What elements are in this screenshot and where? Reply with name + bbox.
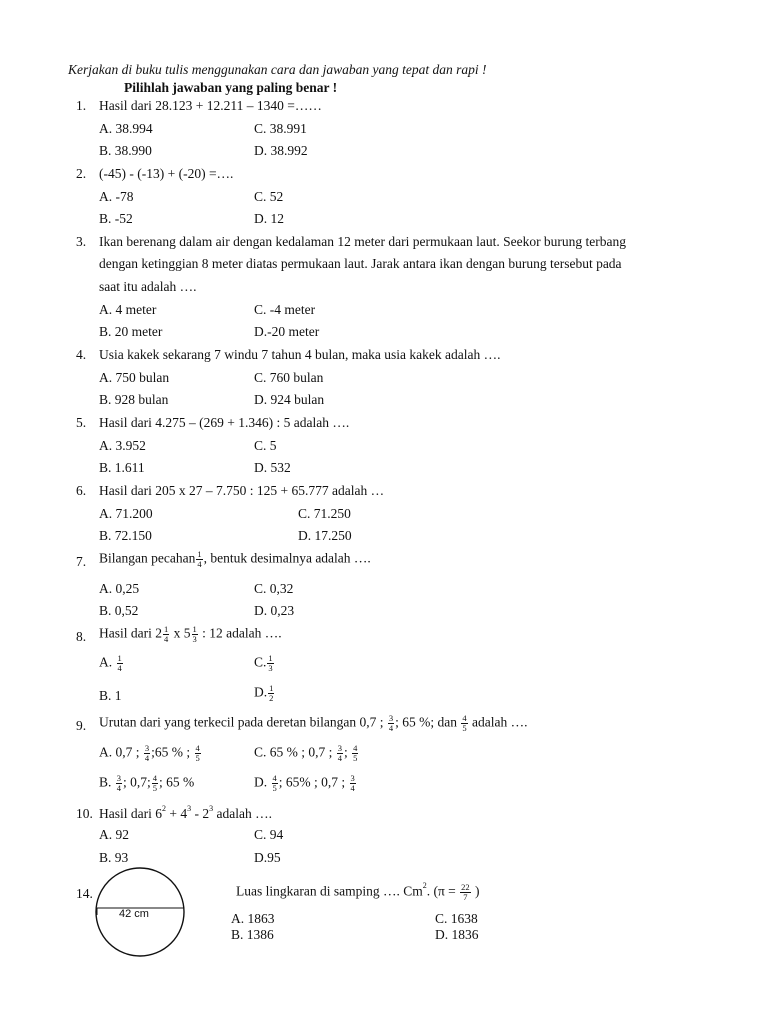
denominator: 5 [353,753,358,763]
question-text-line-2: dengan ketinggian 8 meter diatas permukaan laut. Jarak antara ikan dengan burung tersebut pada [99,256,622,271]
option-b: B. -52 [99,211,133,226]
instruction-text: Kerjakan di buku tulis menggunakan cara dan jawaban yang tepat dan rapi ! [68,62,487,77]
exponent: 2 [162,804,166,813]
option-c: C. 1638 [435,911,478,926]
numerator: 4 [353,743,358,753]
option-c: C. -4 meter [254,302,316,317]
numerator: 4 [195,743,200,753]
option-d: D. 38.992 [254,143,308,158]
numerator: 4 [272,773,277,783]
question-text: Hasil dari 205 x 27 – 7.750 : 125 + 65.777 adalah … [99,483,385,498]
option-c [254,654,275,673]
question-text-pre: Luas lingkaran di samping …. Cm [236,883,423,899]
fraction-twenty-two-sevenths [460,883,471,902]
question-text-post: adalah …. [213,806,272,821]
subinstruction-text: Pilihlah jawaban yang paling benar ! [124,80,338,95]
option-text-mid: ;65 % ; [151,744,191,760]
option-text-mid: ; [344,744,348,760]
numerator: 3 [116,773,122,783]
option-d: D.95 [254,850,281,865]
denominator: 4 [337,753,343,763]
denominator: 7 [463,892,468,902]
diameter-label: 42 cm [119,908,149,920]
option-b: B. 72.150 [99,528,152,543]
fraction-three-quarters [350,774,356,793]
question-text-post: adalah …. [468,714,528,730]
numerator: 4 [462,713,467,723]
question-number: 14. [76,886,93,901]
option-a [99,744,202,763]
fraction-four-fifths [352,744,358,763]
option-text-pre: C. 65 % ; 0,7 ; [254,744,333,760]
question-text-pre: Hasil dari 6 [99,806,162,821]
question-text-line-3: saat itu adalah …. [99,279,197,294]
option-a: A. 38.994 [99,121,153,136]
denominator: 3 [268,663,273,673]
option-letter: D. [254,684,268,700]
numerator: 1 [269,683,274,693]
fraction-one-quarter [163,625,169,644]
numerator: 1 [268,653,273,663]
fraction-three-quarters [388,714,394,733]
question-text-part: + 4 [166,806,188,821]
exponent: 2 [422,881,427,890]
question-text: Usia kakek sekarang 7 windu 7 tahun 4 bulan, maka usia kakek adalah …. [99,347,501,362]
denominator: 3 [192,634,197,644]
numerator: 22 [461,882,470,892]
question-text-mid: ; 65 %; dan [395,714,458,730]
option-d [254,774,357,793]
denominator: 4 [350,783,355,793]
fraction-three-quarters [116,774,122,793]
denominator: 5 [195,753,200,763]
fraction-four-fifths [461,714,467,733]
question-number: 6. [76,483,87,498]
question-text-mid: x 5 [170,625,191,641]
option-text-mid: ; 0,7; [123,774,151,790]
question-text-pre: Urutan dari yang terkecil pada deretan bilangan 0,7 ; [99,714,384,730]
option-a [99,654,124,673]
option-d: D. 1836 [435,927,479,942]
option-c: C. 38.991 [254,121,307,136]
fraction-four-fifths [272,774,278,793]
question-number: 8. [76,629,87,644]
denominator: 4 [197,559,202,569]
question-text-post: : 12 adalah …. [198,625,282,641]
question-number: 9. [76,718,87,733]
exponent: 3 [187,804,192,813]
option-letter: D. [254,774,268,790]
option-b: B. 1 [99,688,122,703]
option-letter: A. [99,654,113,670]
option-text-post: ; 65 % [159,774,195,790]
option-d: D. 924 bulan [254,392,325,407]
option-b: B. 20 meter [99,324,163,339]
numerator: 3 [337,743,343,753]
question-text-line-1: Ikan berenang dalam air dengan kedalaman 12 meter dari permukaan laut. Seekor burung terbang [99,234,627,249]
option-text-pre: A. 0,7 ; [99,744,140,760]
denominator: 4 [388,723,394,733]
denominator: 5 [272,783,277,793]
exponent: 3 [209,804,214,813]
option-b: B. 1386 [231,927,274,942]
question-text-pre: Hasil dari 2 [99,625,162,641]
option-c: C. 5 [254,438,277,453]
option-c: C. 71.250 [298,506,351,521]
option-b: B. 0,52 [99,603,139,618]
question-text: Hasil dari 28.123 + 12.211 – 1340 =…… [99,98,322,113]
question-text [99,550,371,569]
fraction-one-quarter [196,550,202,569]
fraction-three-quarters [144,744,150,763]
option-d: D. 532 [254,460,291,475]
question-number: 2. [76,166,87,181]
option-a: A. 1863 [231,911,275,926]
numerator: 1 [117,653,122,663]
option-a: A. 3.952 [99,438,146,453]
question-text-pre: Bilangan pecahan [99,550,196,566]
question-text-close: ) [475,883,480,899]
option-a: A. 750 bulan [99,370,170,385]
denominator: 4 [164,634,169,644]
option-a: A. 92 [99,827,129,842]
option-b: B. 928 bulan [99,392,169,407]
numerator: 1 [164,624,169,634]
numerator: 3 [350,773,355,783]
fraction-one-third [192,625,198,644]
fraction-four-fifths [195,744,201,763]
option-d: D. 12 [254,211,284,226]
question-text [99,625,282,644]
question-text [99,714,528,733]
numerator: 4 [152,773,158,783]
question-text: (-45) - (-13) + (-20) =…. [99,166,234,181]
question-number: 3. [76,234,87,249]
option-d: D.-20 meter [254,324,320,339]
option-a: A. 71.200 [99,506,153,521]
question-number: 4. [76,347,87,362]
fraction-one-third [267,654,273,673]
option-c [254,744,359,763]
numerator: 1 [197,549,202,559]
numerator: 3 [388,713,394,723]
option-a: A. 4 meter [99,302,157,317]
denominator: 2 [269,693,274,703]
option-letter: C. [254,654,267,670]
option-d: D. 0,23 [254,603,295,618]
numerator: 3 [144,743,150,753]
question-number: 5. [76,415,87,430]
option-c: C. 0,32 [254,581,294,596]
question-text-part: - 2 [191,806,210,821]
option-c: C. 52 [254,189,284,204]
option-letter: B. [99,774,112,790]
fraction-one-quarter [117,654,123,673]
option-c: C. 760 bulan [254,370,324,385]
question-text: Hasil dari 4.275 – (269 + 1.346) : 5 adalah …. [99,415,350,430]
question-text-tail: . (π = [426,883,456,899]
option-text-mid: ; 65% ; 0,7 ; [278,774,346,790]
denominator: 5 [462,723,467,733]
option-c: C. 94 [254,827,284,842]
option-d: D. 17.250 [298,528,352,543]
option-a: A. -78 [99,189,134,204]
option-a: A. 0,25 [99,581,140,596]
question-number: 1. [76,98,87,113]
question-text [236,883,480,902]
option-b: B. 38.990 [99,143,152,158]
option-b: B. 93 [99,850,129,865]
option-b [99,774,194,793]
question-number: 7. [76,554,87,569]
fraction-three-quarters [337,744,343,763]
denominator: 4 [117,663,122,673]
question-number: 10. [76,806,93,821]
denominator: 5 [152,783,158,793]
fraction-four-fifths [152,774,158,793]
fraction-one-half [268,684,274,703]
option-b: B. 1.611 [99,460,145,475]
numerator: 1 [192,624,197,634]
question-text-post: , bentuk desimalnya adalah …. [203,550,371,566]
denominator: 4 [116,783,122,793]
denominator: 4 [144,753,150,763]
option-d [254,684,275,703]
question-text [99,806,272,822]
